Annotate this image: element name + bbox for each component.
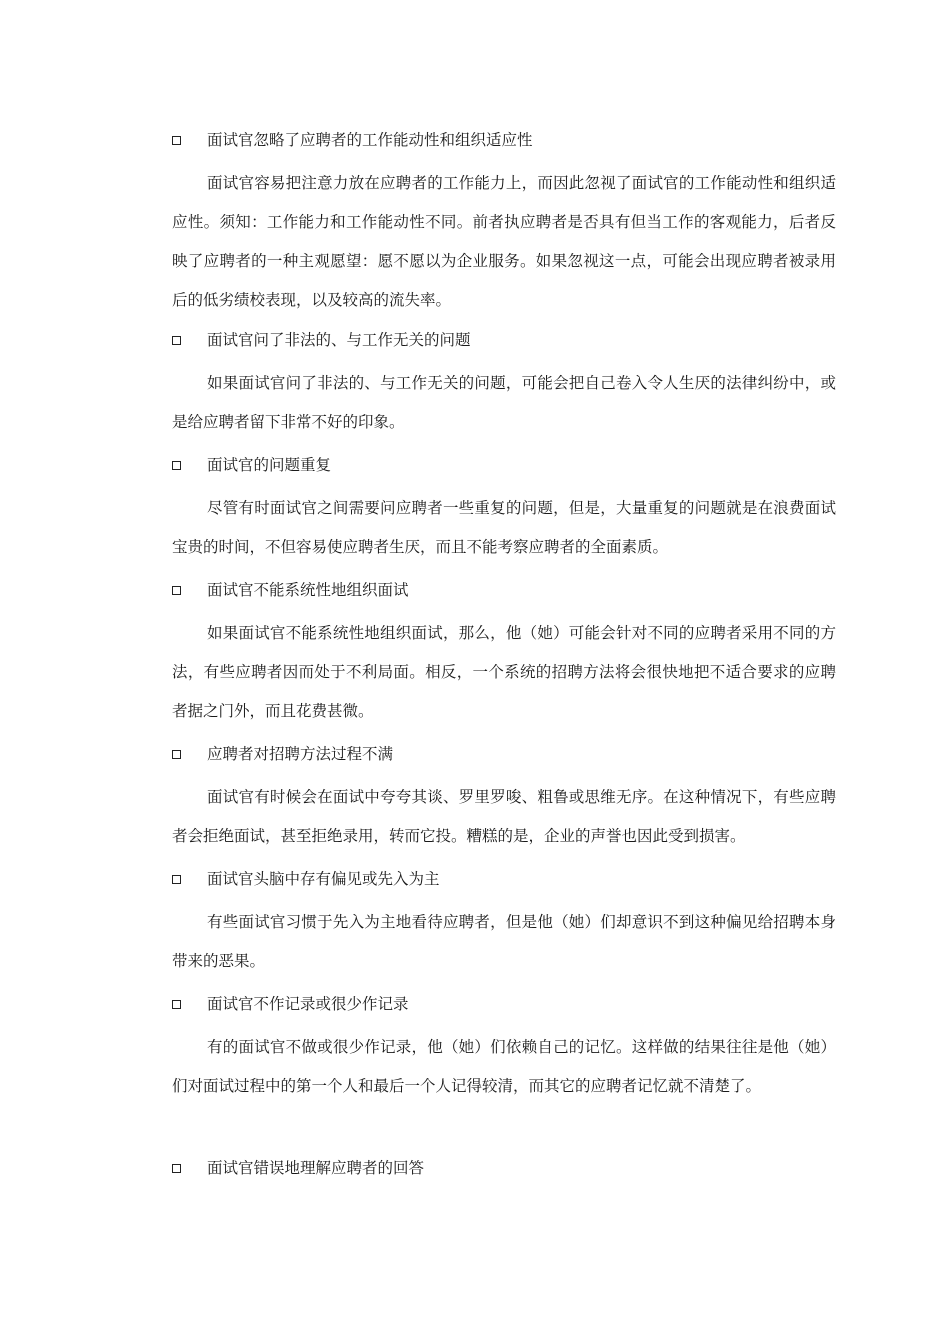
section-heading-text: 面试官的问题重复: [207, 456, 332, 474]
section-paragraph: 尽管有时面试官之间需要问应聘者一些重复的问题，但是，大量重复的问题就是在浪费面试宝贵的时间，不但容易使应聘者生厌，而且不能考察应聘者的全面素质。: [172, 499, 836, 556]
section-heading: [172, 992, 409, 1016]
section-body: [172, 489, 836, 567]
section-heading-text: 面试官不作记录或很少作记录: [207, 995, 409, 1013]
section-heading: [172, 128, 533, 152]
section-body: [172, 1028, 836, 1106]
section-paragraph: 有些面试官习惯于先入为主地看待应聘者，但是他（她）们却意识不到这种偏见给招聘本身带来的恶果。: [172, 913, 836, 970]
section-body: [172, 614, 836, 731]
section-heading: [172, 328, 471, 352]
section-body: [172, 364, 836, 442]
section-paragraph: 面试官有时候会在面试中夸夸其谈、罗里罗唆、粗鲁或思维无序。在这种情况下，有些应聘者会拒绝面试，甚至拒绝录用，转而它投。糟糕的是，企业的声誉也因此受到损害。: [172, 788, 836, 845]
checkbox-bullet-icon: [172, 461, 181, 470]
section-heading-text: 面试官问了非法的、与工作无关的问题: [207, 331, 471, 349]
section-heading-text: 面试官忽略了应聘者的工作能动性和组织适应性: [207, 131, 533, 149]
section-paragraph: 如果面试官不能系统性地组织面试，那么，他（她）可能会针对不同的应聘者采用不同的方法，有些应聘者因而处于不利局面。相反，一个系统的招聘方法将会很快地把不适合要求的应聘者据之门外，而且花费甚微。: [172, 624, 836, 720]
section-body: [172, 778, 836, 856]
section-heading-text: 面试官不能系统性地组织面试: [207, 581, 409, 599]
section-heading: [172, 867, 440, 891]
section-heading: [172, 742, 393, 766]
section-body: [172, 164, 836, 320]
checkbox-bullet-icon: [172, 875, 181, 884]
section-paragraph: 面试官容易把注意力放在应聘者的工作能力上，而因此忽视了面试官的工作能动性和组织适应性。须知：工作能力和工作能动性不同。前者执应聘者是否具有但当工作的客观能力，后者反映了应聘者的一种主观愿望：愿不愿以为企业服务。如果忽视这一点，可能会出现应聘者被录用后的低劣绩校表现，以及较高的流失率。: [172, 174, 836, 309]
section-heading: [172, 1156, 424, 1180]
section-heading-text: 面试官错误地理解应聘者的回答: [207, 1159, 425, 1177]
section-paragraph: 如果面试官问了非法的、与工作无关的问题，可能会把自己卷入令人生厌的法律纠纷中，或是给应聘者留下非常不好的印象。: [172, 374, 836, 431]
checkbox-bullet-icon: [172, 336, 181, 345]
checkbox-bullet-icon: [172, 750, 181, 759]
section-heading: [172, 453, 331, 477]
checkbox-bullet-icon: [172, 136, 181, 145]
checkbox-bullet-icon: [172, 1164, 181, 1173]
section-heading-text: 应聘者对招聘方法过程不满: [207, 745, 394, 763]
checkbox-bullet-icon: [172, 586, 181, 595]
checkbox-bullet-icon: [172, 1000, 181, 1009]
section-heading-text: 面试官头脑中存有偏见或先入为主: [207, 870, 440, 888]
section-body: [172, 903, 836, 981]
section-paragraph: 有的面试官不做或很少作记录，他（她）们依赖自己的记忆。这样做的结果往往是他（她）们对面试过程中的第一个人和最后一个人记得较清，而其它的应聘者记忆就不清楚了。: [172, 1038, 836, 1095]
section-heading: [172, 578, 409, 602]
